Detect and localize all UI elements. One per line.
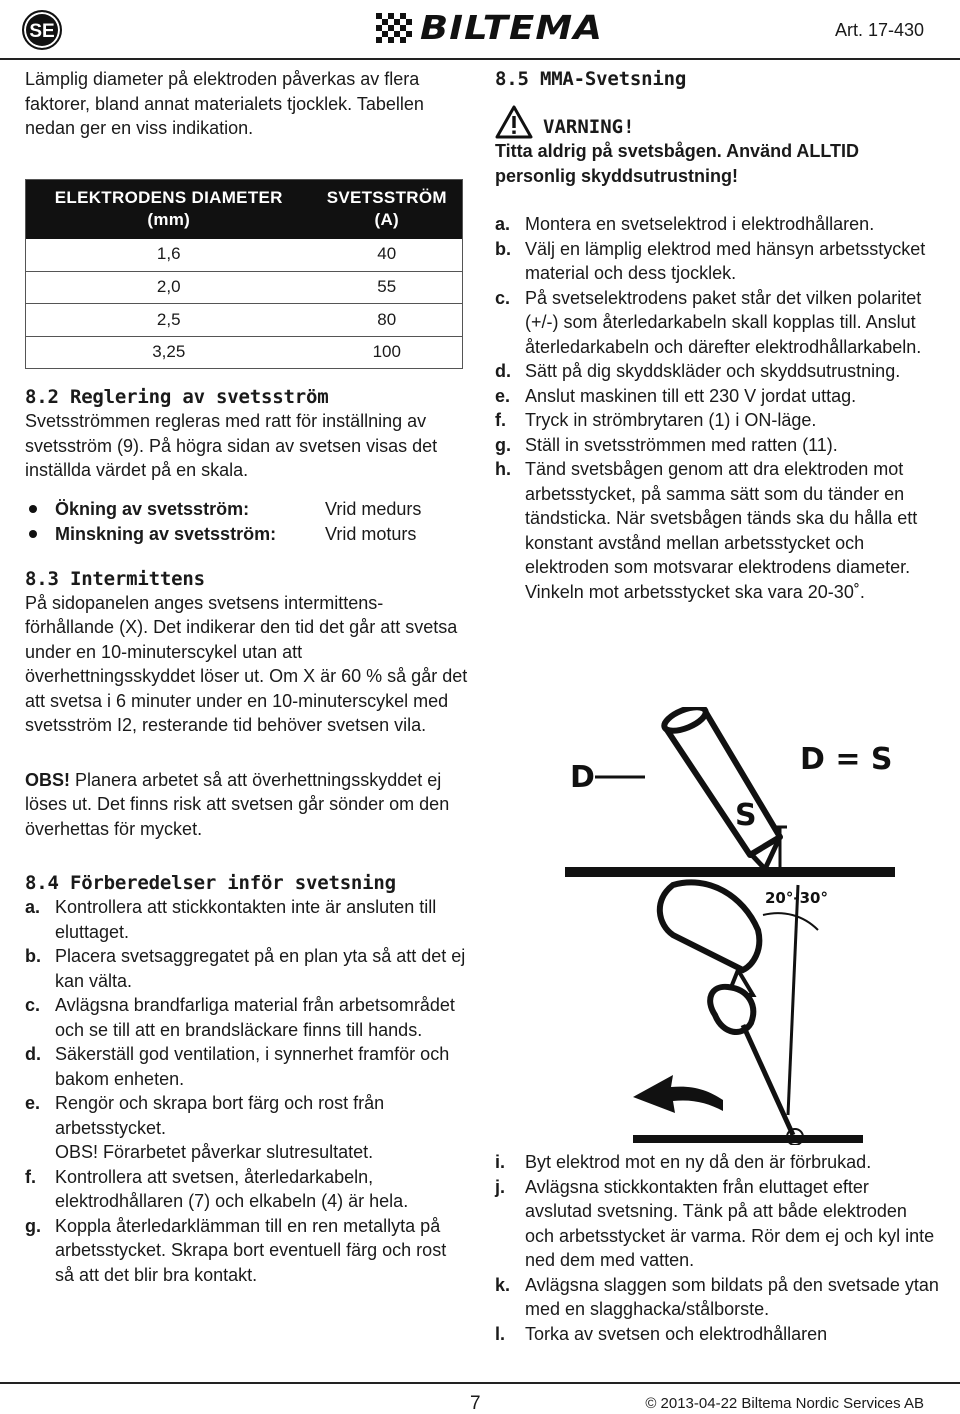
- electrode-distance-figure: [565, 707, 895, 877]
- warning-triangle-icon: [495, 105, 533, 139]
- list-item: e. Rengör och skrapa bort färg och rost från arbetsstycket.: [25, 1093, 385, 1138]
- list-item: f. Kontrollera att svetsen, återledarkabeln, elektrodhållaren (7) och elkabeln (4) är hela.: [25, 1166, 409, 1212]
- left-column: [25, 67, 470, 1287]
- list-item: a. Montera en svetselektrod i elektrodhållaren.: [495, 214, 875, 234]
- warning-block: [495, 105, 940, 139]
- label-s: S: [735, 798, 757, 833]
- list-item: f. Tryck in strömbrytaren (1) i ON-läge.: [495, 410, 817, 430]
- table-row: [26, 271, 463, 304]
- welding-steps: [495, 212, 940, 604]
- current-cell: 55: [312, 271, 463, 304]
- list-item: c. Avlägsna brandfarliga material från arbetsområdet och se till att en brandsläckare finns till hands.: [25, 995, 455, 1040]
- welding-steps-continued: [495, 1150, 940, 1346]
- electrode-holder-drawing: [660, 882, 760, 970]
- prep-list: [25, 895, 470, 1287]
- list-item: Minskning av svetsström: Vrid moturs: [25, 522, 470, 547]
- section-8-3-body: På sidopanelen anges svetsens intermittens-förhållande (X). Det indikerar den tid det går att svetsa under en 10-minuterscykel utan att överhettningsskyddet löser ut. Om X är 60 % så går det att svetsa i 6 minuter under en 10-minuterscykel med svetsström I2, resterande tid behöver svetsen vila.: [25, 592, 468, 736]
- list-item: g. Ställ in svetsströmmen med ratten (11).: [495, 434, 838, 455]
- page-number: 7: [470, 1393, 481, 1414]
- diameter-cell: 2,5: [26, 304, 312, 337]
- section-8-2-body: Svetsströmmen regleras med ratt för inställning av svetsström (9). På högra sidan av svetsen visas det inställda värdet på en skala.: [25, 411, 438, 481]
- current-cell: 40: [312, 239, 463, 272]
- workpiece-plate: [633, 1135, 863, 1143]
- table-row: [26, 304, 463, 337]
- section-8-2-title: 8.2 Reglering av svetsström: [25, 386, 329, 409]
- list-item: k. Avlägsna slaggen som bildats på den svetsade ytan med en slagghacka/stålborste.: [495, 1274, 939, 1319]
- section-8-3-title: 8.3 Intermittens: [25, 567, 205, 590]
- language-badge: SE: [22, 10, 62, 50]
- electrode-angle-figure: [613, 875, 873, 1145]
- intro-text: Lämplig diameter på elektroden påverkas av flera faktorer, bland annat materialets tjocklek. Tabellen nedan ger en viss indikation.: [25, 69, 424, 138]
- table-row: [26, 239, 463, 272]
- list-item: Ökning av svetsström: Vrid medurs: [25, 497, 470, 522]
- list-item: b. Placera svetsaggregatet på en plan yta så att det ej kan välta.: [25, 946, 466, 991]
- right-column: [495, 67, 940, 1344]
- warning-label: VARNING!: [543, 115, 635, 138]
- checkered-flag-icon: [376, 13, 414, 43]
- table-header-current: SVETSSTRÖM (A): [312, 179, 463, 239]
- list-item: b. Välj en lämplig elektrod med hänsyn arbetsstycket material och dess tjocklek.: [495, 238, 926, 283]
- section-8-5-title: 8.5 MMA-Svetsning: [495, 68, 687, 90]
- electrode-table: [25, 179, 463, 370]
- list-item: l. Torka av svetsen och elektrodhållaren: [495, 1323, 828, 1344]
- brand-name: BILTEMA: [420, 7, 604, 47]
- footer-divider: [0, 1382, 960, 1384]
- direction-arrow-icon: [633, 1075, 723, 1113]
- list-item: d. Sätt på dig skyddskläder och skyddsutrustning.: [495, 361, 901, 381]
- section-8-4-title: 8.4 Förberedelser inför svetsning: [25, 872, 396, 895]
- diameter-cell: 2,0: [26, 271, 312, 304]
- brand-logo: [376, 7, 604, 47]
- list-item: i. Byt elektrod mot en ny då den är förbrukad.: [495, 1152, 872, 1172]
- bullet-icon: [29, 505, 37, 513]
- obs-note: OBS! Planera arbetet så att överhettningsskyddet ej löses ut. Det finns risk att svetsen går sönder om den överhettas för mycket.: [25, 769, 450, 839]
- list-item: e. Anslut maskinen till ett 230 V jordat uttag.: [495, 385, 857, 406]
- current-cell: 100: [312, 336, 463, 369]
- table-header-diameter: ELEKTRODENS DIAMETER (mm): [26, 179, 312, 239]
- page-header: [0, 0, 960, 60]
- list-item: a. Kontrollera att stickkontakten inte är ansluten till eluttaget.: [25, 897, 437, 942]
- header-divider: [0, 58, 960, 60]
- article-number: Art. 17-430: [834, 20, 924, 40]
- diameter-cell: 3,25: [26, 336, 312, 369]
- list-item: OBS! Förarbetet påverkar slutresultatet.: [55, 1142, 374, 1163]
- label-d-equals-s: D = S: [800, 742, 893, 777]
- electrode-drawing: [661, 707, 780, 869]
- current-cell: 80: [312, 304, 463, 337]
- angle-label: 20°-30°: [765, 889, 828, 907]
- list-item: h. Tänd svetsbågen genom att dra elektroden mot arbetsstycket, på samma sätt som du tänder en tändsticka. När svetsbågen tänds ska du hålla ett konstant avstånd mellan arbetsstycket och elektroden som motsvarar elektrodens diameter. Vinkeln mot arbetsstycket ska vara 20-30˚.: [495, 459, 918, 602]
- copyright-text: © 2013-04-22 Biltema Nordic Services AB: [645, 1395, 924, 1412]
- diameter-cell: 1,6: [26, 239, 312, 272]
- list-item: j. Avlägsna stickkontakten från eluttaget efter avslutad svetsning. Tänk på att både elektroden och arbetsstycket är varma. Rör dem ej och kyl inte ned dem med vatten.: [495, 1176, 935, 1270]
- list-item: c. På svetselektrodens paket står det vilken polaritet (+/-) som återledarkabeln skall kopplas till. Anslut återledarkabeln och därefter elektrodhållarkabeln.: [495, 287, 922, 357]
- list-item: g. Koppla återledarklämman till en ren metallyta på arbetsstycket. Skrapa bort eventuell färg och rost så att det blir bra kontakt.: [25, 1215, 447, 1285]
- list-item: d. Säkerställ god ventilation, i synnerhet framför och bakom enheten.: [25, 1044, 450, 1089]
- adjust-bullets: [25, 497, 470, 547]
- label-d: D: [570, 760, 595, 795]
- warning-text: Titta aldrig på svetsbågen. Använd ALLTID personlig skyddsutrustning!: [495, 141, 860, 186]
- bullet-icon: [29, 530, 37, 538]
- table-row: [26, 336, 463, 369]
